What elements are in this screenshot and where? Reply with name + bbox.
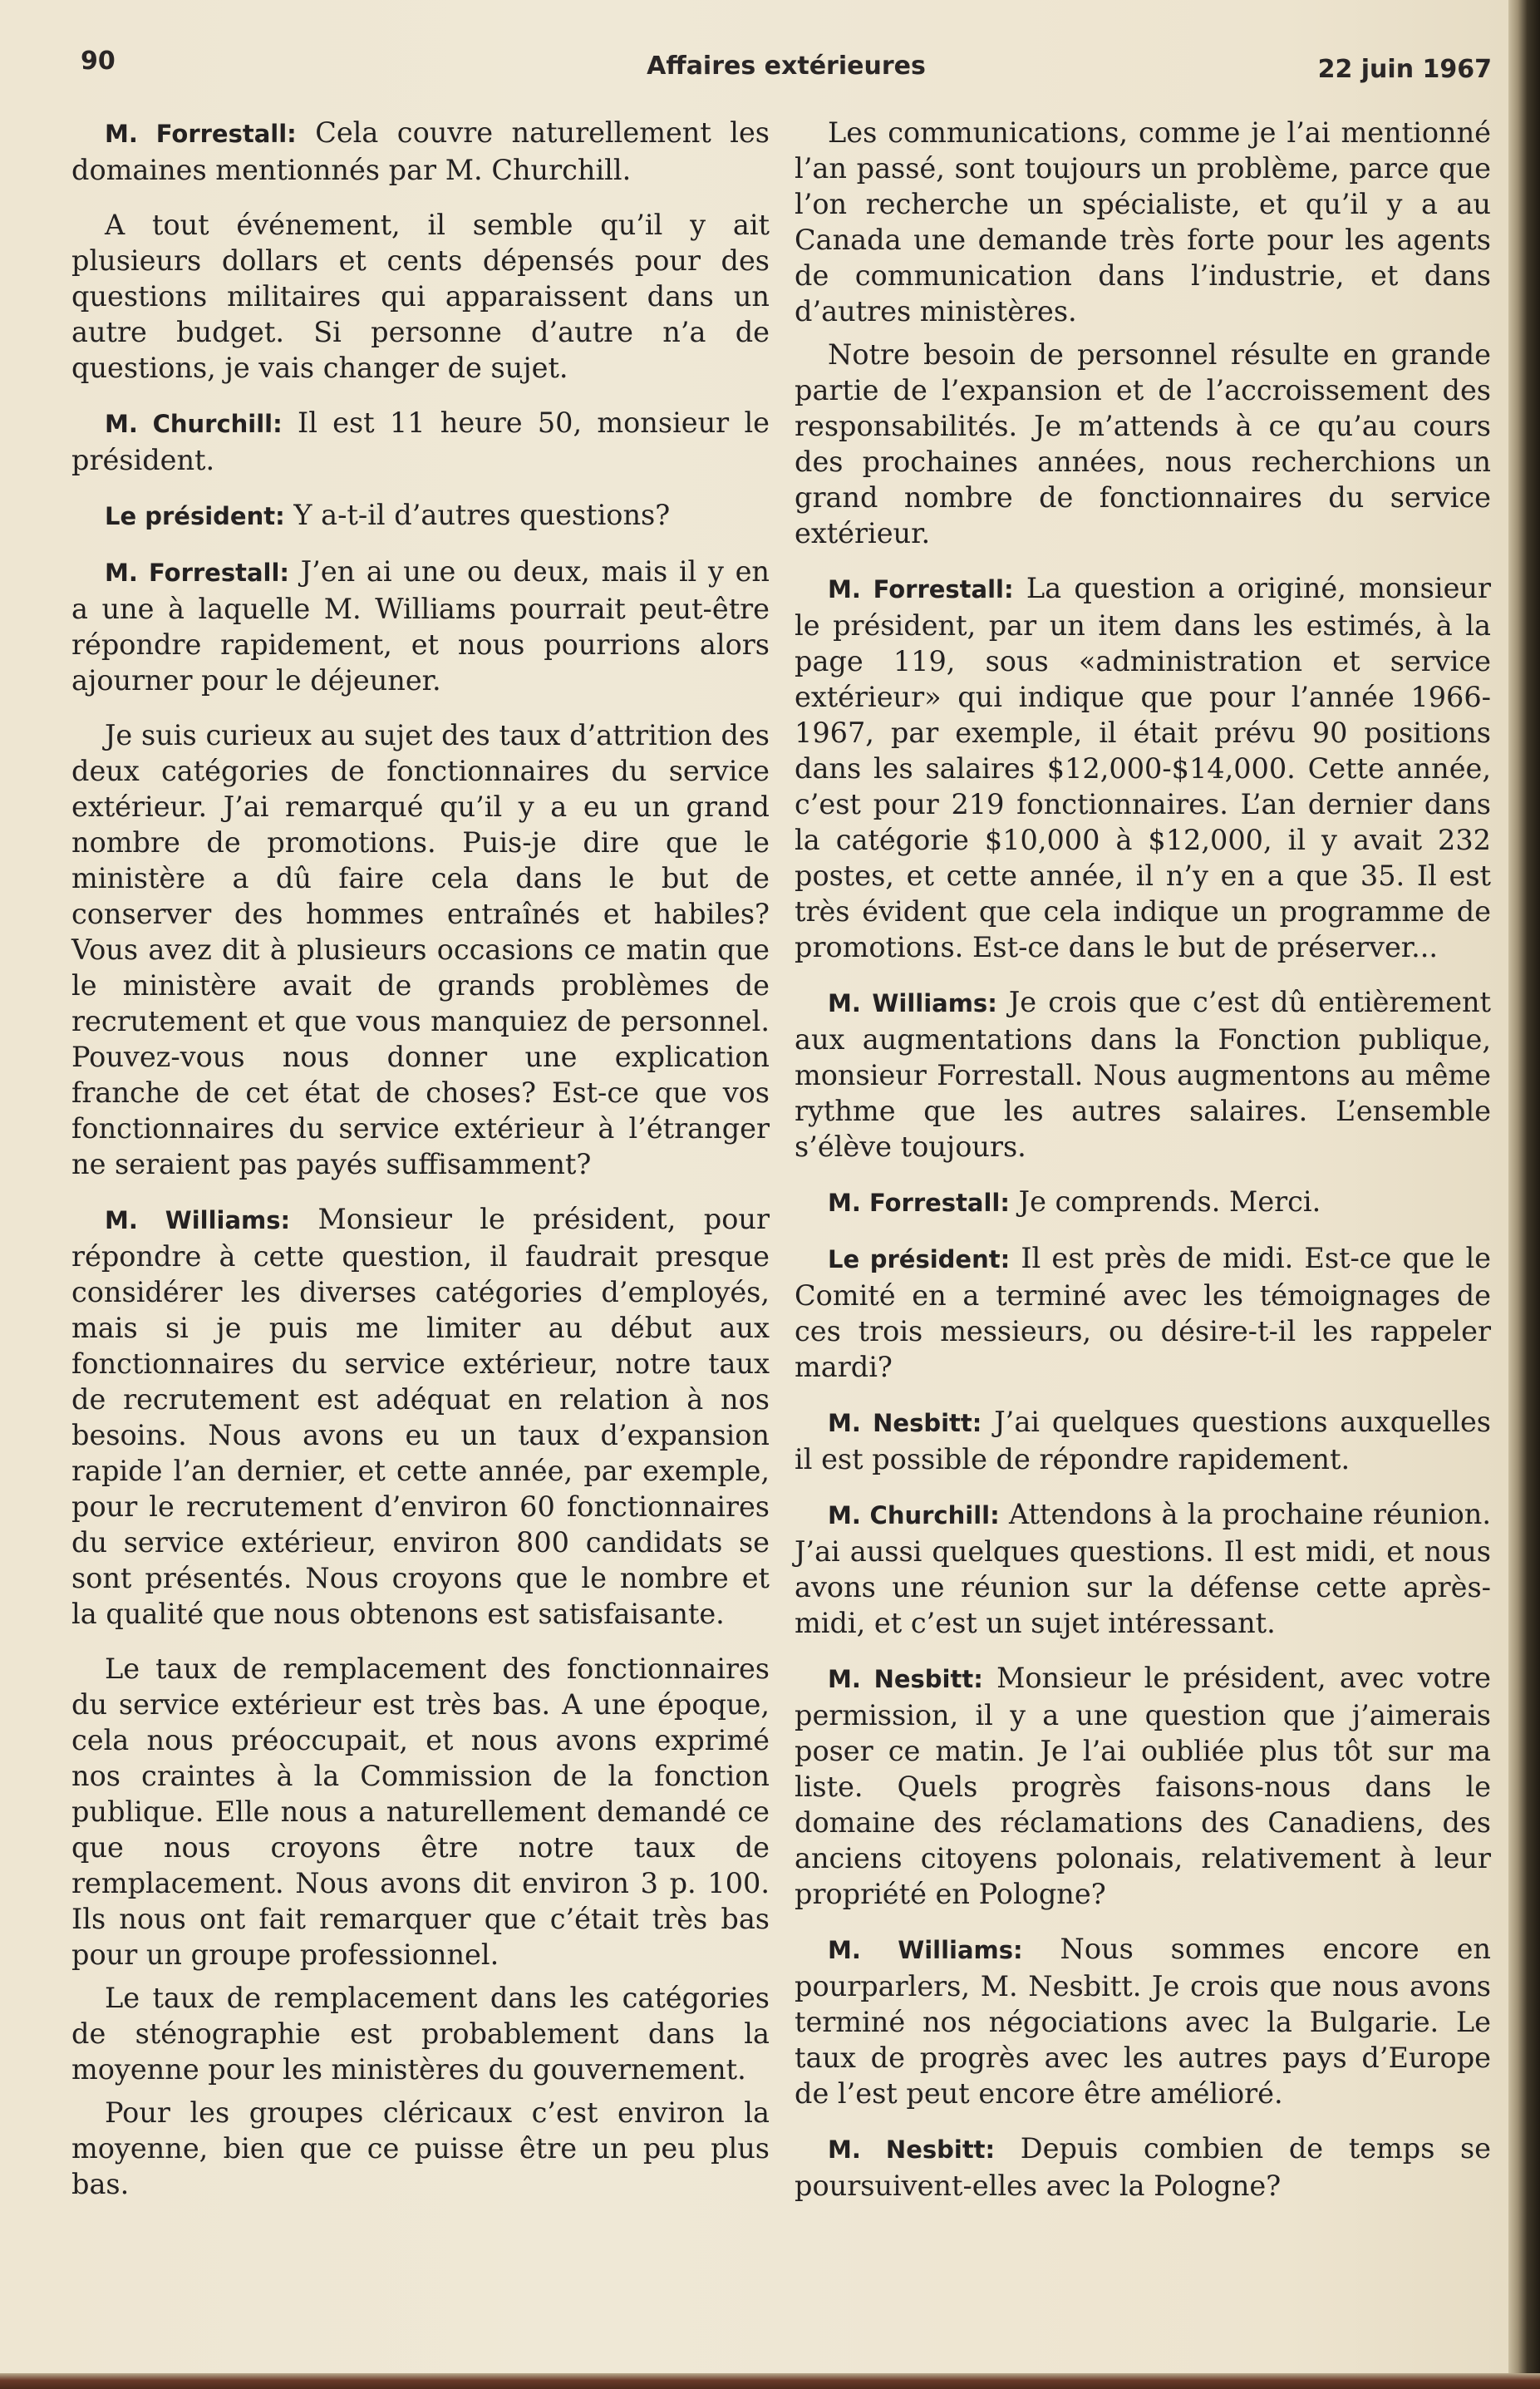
speech-paragraph [71, 405, 770, 478]
speaker-name: M. Nesbitt: [828, 1409, 982, 1437]
speech-text: Monsieur le président, avec votre permission, il y a une question que j’aimerais poser ce matin. Je l’ai oubliée plus tôt sur ma liste. Quels progrès faisons-nous dans le domaine des réclamations des Canadiens, des anciens citoyens polonais, relativement à leur propriété en Pologne? [795, 1662, 1491, 1910]
speech-paragraph [795, 570, 1491, 965]
speech-paragraph [795, 2130, 1491, 2204]
speaker-name: M. Churchill: [105, 410, 283, 438]
speaker-name: M. Forrestall: [828, 575, 1014, 603]
speaker-name: M. Nesbitt: [828, 1665, 983, 1693]
page-header [81, 47, 1492, 88]
right-column [795, 115, 1491, 2223]
speaker-name: M. Churchill: [828, 1501, 1000, 1529]
speech-text: Monsieur le président, pour répondre à cette question, il faudrait presque considérer les diverses catégories d’employés, mais si je puis me limiter au début aux fonctionnaires du service extérieur, notre taux de recrutement est adéquat en relation à nos besoins. Nous avons eu un taux d’expansion rapide l’an dernier, et cette année, par exemple, pour le recrutement d’environ 60 fonctionnaires du service extérieur, environ 800 candidats se sont présentés. Nous croyons que le nombre et la qualité que nous obtenons est satisfaisante. [71, 1203, 770, 1630]
speech-text: J’en ai une ou deux, mais il y en a une à laquelle M. Williams pourrait peut-être répondre rapidement, et nous pourrions alors ajourner pour le déjeuner. [71, 555, 770, 697]
speech-paragraph [795, 1240, 1491, 1385]
speech-paragraph [795, 1404, 1491, 1477]
header-date: 22 juin 1967 [1317, 55, 1492, 84]
running-title: Affaires extérieures [647, 52, 926, 81]
speech-text: J’ai quelques questions auxquelles il est possible de répondre rapidement. [795, 1406, 1491, 1475]
body-paragraph: Le taux de remplacement dans les catégories de sténographie est probablement dans la moyenne pour les ministères du gouvernement. [71, 1982, 770, 2086]
speech-paragraph [71, 554, 770, 698]
speaker-name: Le président: [105, 502, 285, 530]
speaker-name: M. Williams: [828, 989, 997, 1017]
body-paragraph: Je suis curieux au sujet des taux d’attrition des deux catégories de fonctionnaires du service extérieur. J’ai remarqué qu’il y a eu un grand nombre de promotions. Puis-je dire que le ministère a dû faire cela dans le but de conserver des hommes entraînés et habiles? Vous avez dit à plusieurs occasions ce matin que le ministère avait de grands problèmes de recrutement et que vous manquiez de personnel. Pouvez-vous nous donner une explication franche de cet état de choses? Est-ce que vos fonctionnaires du service extérieur à l’étranger ne seraient pas payés suffisamment? [71, 719, 770, 1180]
book-spine-edge [1508, 0, 1540, 2389]
speaker-name: Le président: [828, 1245, 1011, 1273]
body-paragraph: Les communications, comme je l’ai mentionné l’an passé, sont toujours un problème, parce que l’on recherche un spécialiste, et qu’il y a au Canada une demande très forte pour les agents de communication dans l’industrie, et dans d’autres ministères. [795, 116, 1491, 328]
body-paragraph: Pour les groupes cléricaux c’est environ la moyenne, bien que ce puisse être un peu plus bas. [71, 2096, 770, 2200]
page-number: 90 [81, 47, 116, 76]
speaker-name: M. Williams: [828, 1936, 1023, 1964]
speech-text: Il est près de midi. Est-ce que le Comité en a terminé avec les témoignages de ces trois messieurs, ou désire-t-il les rappeler mardi? [795, 1242, 1491, 1383]
body-paragraph: A tout événement, il semble qu’il y ait plusieurs dollars et cents dépensés pour des questions militaires qui apparaissent dans un autre budget. Si personne d’autre n’a de questions, je vais changer de sujet. [71, 209, 770, 384]
speech-text: Je crois que c’est dû entièrement aux augmentations dans la Fonction publique, monsieur Forrestall. Nous augmentons au même rythme que les autres salaires. L’ensemble s’élève toujours. [795, 986, 1491, 1163]
speech-text: Nous sommes encore en pourparlers, M. Nesbitt. Je crois que nous avons terminé nos négociations avec la Bulgarie. Le taux de progrès avec les autres pays d’Europe de l’est peut encore être amélioré. [795, 1933, 1491, 2110]
speaker-name: M. Williams: [105, 1206, 291, 1234]
speech-text: La question a originé, monsieur le président, par un item dans les estimés, à la page 119, sous «administration et service extérieur» qui indique que pour l’année 1966-1967, par exemple, il était prévu 90 positions dans les salaires $12,000-$14,000. Cette année, c’est pour 219 fonctionnaires. L’an dernier dans la catégorie $10,000 à $12,000, il y avait 232 postes, et cette année, il n’y en a que 35. Il est très évident que cela indique un programme de promotions. Est-ce dans le but de préserver... [795, 572, 1491, 963]
speech-paragraph [795, 1496, 1491, 1641]
speech-paragraph [795, 1184, 1491, 1221]
speech-paragraph [795, 1660, 1491, 1912]
body-paragraph: Le taux de remplacement des fonctionnaires du service extérieur est très bas. A une époque, cela nous préoccupait, et nous avons exprimé nos craintes à la Commission de la fonction publique. Elle nous a naturellement demandé ce que nous croyons être notre taux de remplacement. Nous avons dit environ 3 p. 100. Ils nous ont fait remarquer que c’était très bas pour un groupe professionnel. [71, 1653, 770, 1971]
speech-paragraph [71, 497, 770, 534]
speaker-name: M. Nesbitt: [828, 2135, 996, 2164]
page-bottom-edge [0, 2373, 1540, 2389]
speech-text: Attendons à la prochaine réunion. J’ai aussi quelques questions. Il est midi, et nous avons une réunion sur la défense cette après-midi, et c’est un sujet intéressant. [795, 1498, 1491, 1639]
speaker-name: M. Forrestall: [828, 1189, 1010, 1217]
speech-paragraph [795, 1931, 1491, 2111]
left-column [71, 115, 770, 2202]
body-paragraph: Notre besoin de personnel résulte en grande partie de l’expansion et de l’accroissement des responsabilités. Je m’attends à ce qu’au cours des prochaines années, nous recherchions un grand nombre de fonctionnaires du service extérieur. [795, 338, 1491, 549]
speech-paragraph [71, 115, 770, 188]
speaker-name: M. Forrestall: [105, 559, 290, 587]
speech-text: Depuis combien de temps se poursuivent-elles avec la Pologne? [795, 2132, 1492, 2202]
speech-text: Je comprends. Merci. [1018, 1185, 1321, 1218]
speech-paragraph [71, 1201, 770, 1632]
speech-text: Cela couvre naturellement les domaines mentionnés par M. Churchill. [71, 116, 770, 186]
speech-text: Y a-t-il d’autres questions? [293, 499, 671, 531]
speech-paragraph [795, 984, 1491, 1165]
speaker-name: M. Forrestall: [105, 120, 297, 148]
speech-text: Il est 11 heure 50, monsieur le président. [71, 406, 770, 476]
